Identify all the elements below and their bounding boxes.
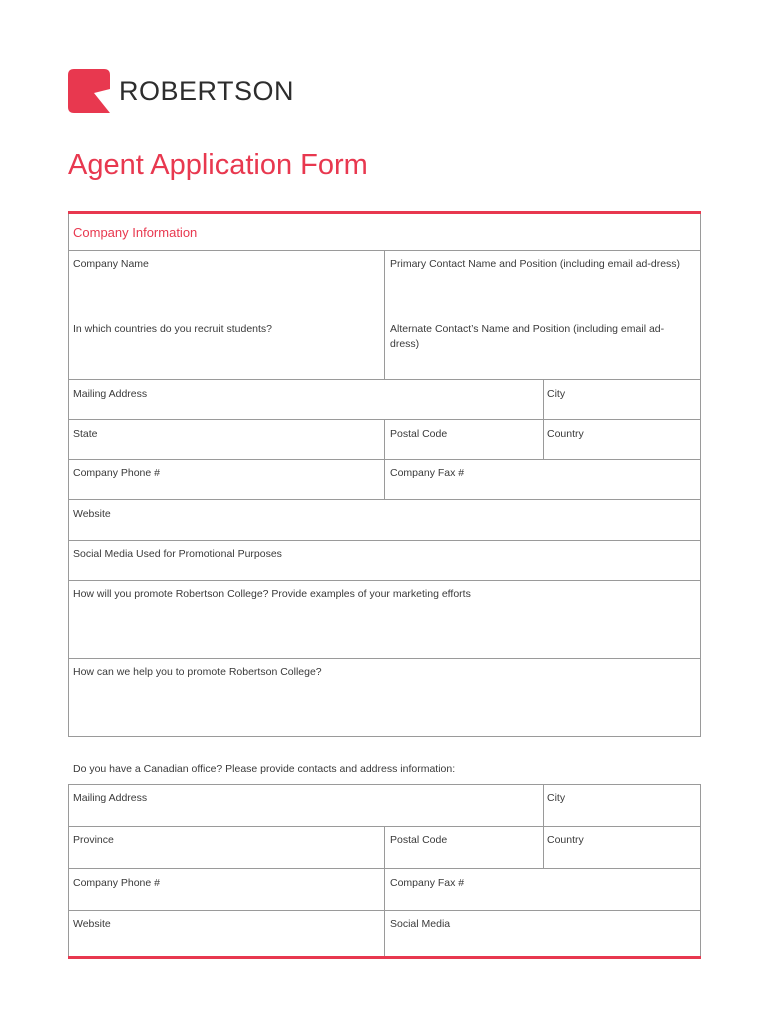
ca-postal-code-label: Postal Code (390, 834, 448, 846)
help-promote-field[interactable] (69, 683, 700, 736)
ca-website-field[interactable] (69, 932, 383, 955)
fax-field[interactable] (385, 482, 700, 498)
ca-mailing-address-field[interactable] (69, 806, 542, 825)
primary-contact-label: Primary Contact Name and Position (including email ad-dress) (390, 258, 681, 270)
countries-label: In which countries do you recruit students? (73, 323, 273, 335)
fax-label: Company Fax # (390, 467, 465, 479)
ca-province-field[interactable] (69, 848, 383, 867)
social-media-label: Social Media Used for Promotional Purposes (73, 548, 282, 560)
ca-city-label: City (547, 792, 566, 804)
state-label: State (73, 428, 98, 440)
ca-mailing-address-label: Mailing Address (73, 792, 148, 804)
company-name-label: Company Name (73, 258, 149, 270)
section-top-rule (68, 211, 701, 214)
country-field[interactable] (544, 442, 700, 458)
robertson-logo-icon (68, 69, 110, 113)
country-label: Country (547, 428, 584, 440)
row-divider (68, 540, 701, 541)
postal-code-label: Postal Code (390, 428, 448, 440)
help-promote-label: How can we help you to promote Robertson College? (73, 666, 322, 678)
social-media-field[interactable] (69, 562, 700, 579)
ca-phone-label: Company Phone # (73, 877, 160, 889)
promote-how-label: How will you promote Robertson College? Provide examples of your marketing efforts (73, 588, 471, 600)
ca-social-media-field[interactable] (385, 932, 700, 955)
ca-province-label: Province (73, 834, 114, 846)
canadian-office-intro: Do you have a Canadian office? Please provide contacts and address information: (73, 763, 456, 775)
table-bottom-rule (68, 956, 701, 959)
alternate-contact-label: Alternate Contact’s Name and Position (including email ad-dress) (390, 323, 665, 350)
page-title: Agent Application Form (68, 149, 368, 181)
ca-country-field[interactable] (544, 848, 700, 867)
phone-field[interactable] (69, 482, 383, 498)
section-heading: Company Information (73, 225, 198, 240)
ca-phone-field[interactable] (69, 891, 383, 909)
alternate-contact-field[interactable] (385, 355, 700, 378)
website-field[interactable] (69, 522, 700, 539)
ca-country-label: Country (547, 834, 584, 846)
phone-label: Company Phone # (73, 467, 160, 479)
state-field[interactable] (69, 442, 383, 458)
brand-name: ROBERTSON (119, 76, 295, 106)
mailing-address-field[interactable] (69, 402, 542, 418)
ca-social-media-label: Social Media (390, 918, 451, 930)
ca-fax-field[interactable] (385, 891, 700, 909)
ca-fax-label: Company Fax # (390, 877, 465, 889)
row-divider (68, 379, 701, 380)
website-label: Website (73, 508, 111, 520)
ca-city-field[interactable] (544, 806, 700, 825)
ca-postal-code-field[interactable] (385, 848, 542, 867)
postal-code-field[interactable] (385, 442, 542, 458)
ca-website-label: Website (73, 918, 111, 930)
row-divider (68, 499, 701, 500)
city-field[interactable] (544, 402, 700, 418)
row-divider (68, 580, 701, 581)
countries-field[interactable] (69, 340, 383, 378)
city-label: City (547, 388, 566, 400)
mailing-address-label: Mailing Address (73, 388, 148, 400)
row-divider (68, 658, 701, 659)
promote-how-field[interactable] (69, 605, 700, 657)
